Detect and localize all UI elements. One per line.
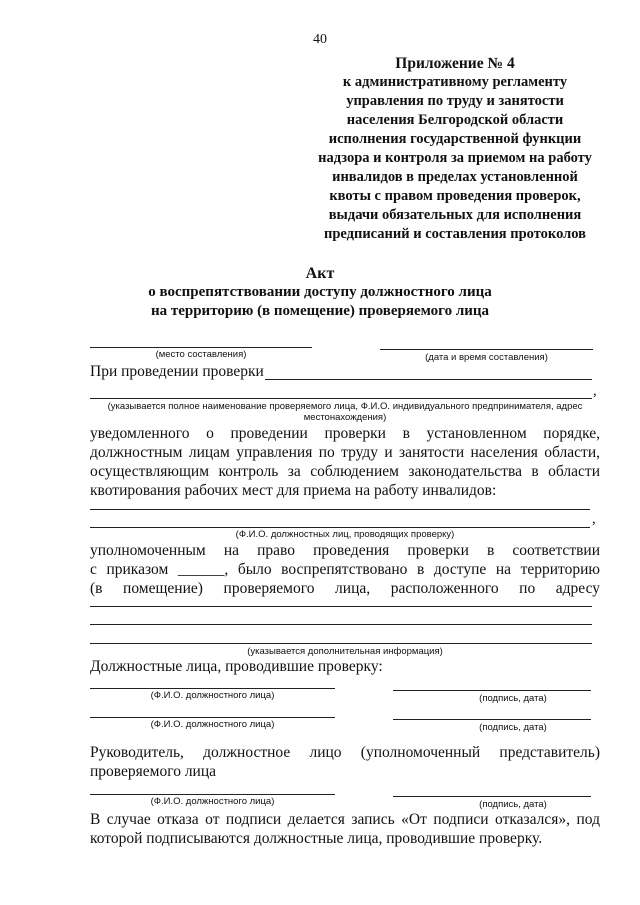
appendix-line: предписаний и составления протоколов <box>323 226 587 242</box>
appendix-line: инвалидов в пределах установленной <box>332 169 578 185</box>
datetime-field[interactable] <box>380 349 593 350</box>
paragraph-line: уполномоченным на право проведения проверки в соответствии <box>90 542 600 559</box>
officials-field[interactable] <box>90 509 590 510</box>
place-field[interactable] <box>90 347 312 348</box>
paragraph-line: уведомленного о проведении проверки в установленном порядке, <box>90 425 600 442</box>
additional-caption: (указывается дополнительная информация) <box>247 646 443 657</box>
paragraph-line: Руководитель, должностное лицо (уполномоченный представитель) <box>90 744 600 761</box>
appendix-line: исполнения государственной функции <box>328 131 582 147</box>
act-title-block <box>80 264 560 321</box>
paragraph-line: которой подписываются должностные лица, проводившие проверку. <box>90 830 543 847</box>
official-name-caption-2: (Ф.И.О. должностного лица) <box>150 719 275 730</box>
org-field[interactable] <box>265 379 592 380</box>
address-field[interactable] <box>90 606 592 607</box>
paragraph-line: В случае отказа от подписи делается запись «От подписи отказался», под <box>90 811 600 828</box>
appendix-title: Приложение № 4 <box>395 55 515 72</box>
signature-field-2[interactable] <box>393 719 591 720</box>
paragraph-line: проверяемого лица <box>90 763 217 780</box>
official-name-field-2[interactable] <box>90 717 335 718</box>
appendix-line: к административному регламенту <box>342 74 568 90</box>
head-signature-caption: (подпись, дата) <box>479 799 547 810</box>
official-name-caption: (Ф.И.О. должностного лица) <box>150 690 275 701</box>
appendix-block <box>300 54 610 244</box>
authorized-paragraph <box>90 541 600 598</box>
appendix-line: квоты с правом проведения проверок, <box>329 188 581 204</box>
act-subtitle: о воспрепятствовании доступу должностного лица <box>148 284 492 300</box>
datetime-caption: (дата и время составления) <box>425 352 548 363</box>
notified-paragraph <box>90 424 600 500</box>
head-signature-field[interactable] <box>393 796 591 797</box>
signature-caption-2: (подпись, дата) <box>479 722 547 733</box>
paragraph-line: осуществляющим контроль за соблюдением законодательства в области <box>90 463 600 480</box>
head-paragraph <box>90 743 600 781</box>
during-check-label: При проведении проверки <box>90 363 264 380</box>
refusal-paragraph <box>90 810 600 848</box>
officials-caption: (Ф.И.О. должностных лиц, проводящих проверку) <box>235 529 455 540</box>
act-title: Акт <box>305 265 335 282</box>
signature-field[interactable] <box>393 690 591 691</box>
address-field-3[interactable] <box>90 643 592 644</box>
place-caption: (место составления) <box>155 349 247 360</box>
org-field-2[interactable] <box>90 398 592 399</box>
act-subtitle: на территорию (в помещение) проверяемого лица <box>150 303 490 319</box>
signature-caption: (подпись, дата) <box>479 693 547 704</box>
comma: , <box>592 511 596 527</box>
appendix-line: надзора и контроля за приемом на работу <box>318 150 592 166</box>
paragraph-line: квотирования рабочих мест для приема на работу инвалидов: <box>90 482 497 499</box>
officials-conducted-label: Должностные лица, проводившие проверку: <box>90 658 383 675</box>
officials-field-2[interactable] <box>90 527 590 528</box>
paragraph-line: должностным лицам управления по труду и занятости населения области, <box>90 444 600 461</box>
page-number: 40 <box>313 32 327 47</box>
org-caption-2: местонахождения) <box>303 412 387 423</box>
address-field-2[interactable] <box>90 624 592 625</box>
paragraph-line: (в помещение) проверяемого лица, расположенного по адресу <box>90 580 600 597</box>
paragraph-line: с приказом ______, было воспрепятствовано в доступе на территорию <box>90 561 600 578</box>
official-name-field[interactable] <box>90 688 335 689</box>
org-caption: (указывается полное наименование проверяемого лица, Ф.И.О. индивидуального предпринимателя, адрес <box>107 401 583 412</box>
comma: , <box>593 383 597 399</box>
head-name-caption: (Ф.И.О. должностного лица) <box>150 796 275 807</box>
appendix-line: населения Белгородской области <box>346 112 564 128</box>
appendix-line: управления по труду и занятости <box>346 93 564 109</box>
appendix-line: выдачи обязательных для исполнения <box>328 207 582 223</box>
head-name-field[interactable] <box>90 794 335 795</box>
